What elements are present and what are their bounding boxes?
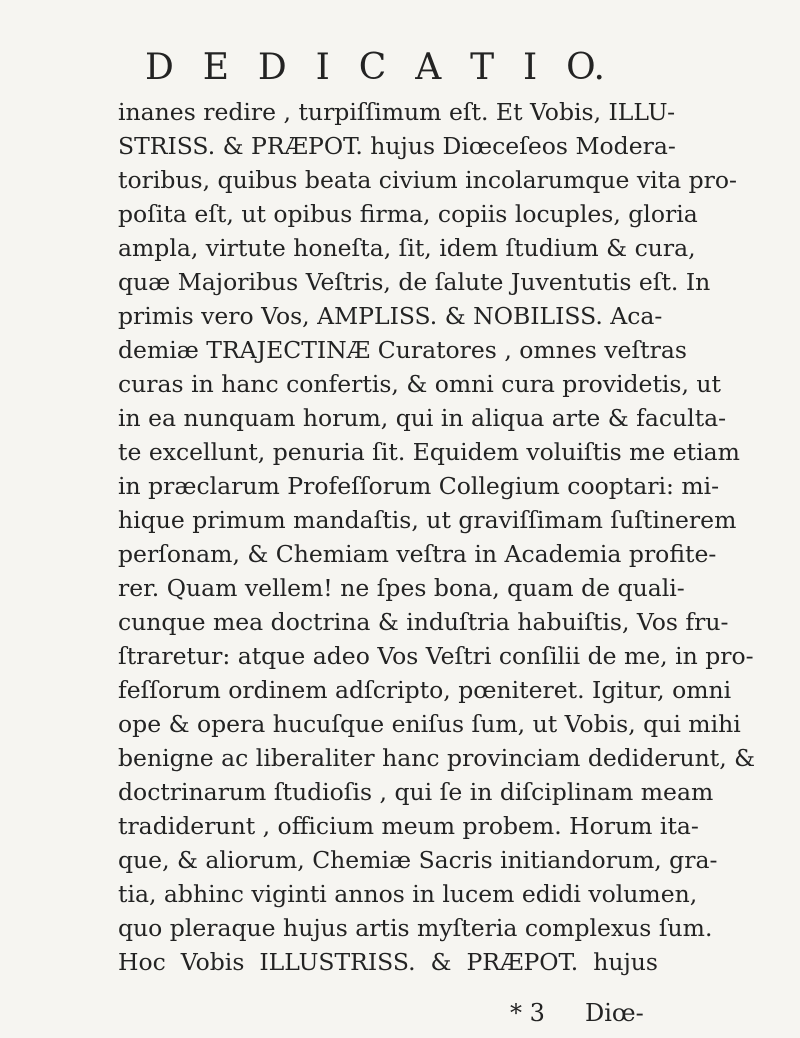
text-line: benigne ac liberaliter hanc provinciam dediderunt, & [118, 744, 756, 772]
body-text [118, 95, 756, 979]
text-line: feſſorum ordinem adſcripto, pœniteret. Igitur, omni [118, 676, 732, 704]
text-line: quo pleraque hujus artis myſteria complexus ſum. [118, 914, 713, 942]
text-line: rer. Quam vellem! ne ſpes bona, quam de quali- [118, 574, 685, 602]
running-head-letter: A [415, 47, 442, 88]
text-line: tia, abhinc viginti annos in lucem edidi volumen, [118, 880, 698, 908]
text-line: ſtraretur: atque adeo Vos Veſtri conſilii de me, in pro- [118, 642, 754, 670]
text-line: toribus, quibus beata civium incolarumque vita pro- [118, 166, 737, 194]
text-line: ope & opera hucuſque eniſus ſum, ut Vobis, qui mihi [118, 710, 741, 738]
running-head-letter: I [522, 47, 538, 88]
running-head-letter: E [202, 47, 230, 88]
text-line: ampla, virtute honeſta, ſit, idem ſtudium & cura, [118, 234, 696, 262]
text-line: doctrinarum ſtudioſis , qui ſe in diſciplinam meam [118, 778, 714, 806]
text-line: demiæ TRAJECTINÆ Curatores , omnes veſtras [118, 336, 687, 364]
text-line: in præclarum Profeſſorum Collegium cooptari: mi- [118, 472, 720, 500]
text-line: hique primum mandaſtis, ut graviſſimam ſuſtinerem [118, 506, 737, 534]
page-footer [0, 996, 800, 1030]
signature-mark: * 3 [510, 999, 545, 1027]
text-line: primis vero Vos, AMPLISS. & NOBILISS. Aca- [118, 302, 663, 330]
text-line: perſonam, & Chemiam veſtra in Academia profite- [118, 540, 717, 568]
text-line: que, & aliorum, Chemiæ Sacris initiandorum, gra- [118, 846, 718, 874]
text-line: curas in hanc confertis, & omni cura providetis, ut [118, 370, 722, 398]
running-head-letter: D [145, 47, 174, 88]
text-line: in ea nunquam horum, qui in aliqua arte & faculta- [118, 404, 727, 432]
text-line: STRISS. & PRÆPOT. hujus Diœceſeos Modera- [118, 132, 676, 160]
text-line: te excellunt, penuria ſit. Equidem voluiſtis me etiam [118, 438, 740, 466]
running-head-letter: O. [566, 47, 605, 88]
running-head-letter: T [470, 47, 495, 88]
catchword: Diœ- [585, 999, 644, 1027]
running-head-letter: D [257, 47, 287, 88]
running-head-dedicatio [145, 48, 605, 88]
text-line: quæ Majoribus Veſtris, de ſalute Juventutis eſt. In [118, 268, 711, 296]
text-line: inanes redire , turpiſſimum eſt. Et Vobis, ILLU- [118, 98, 676, 126]
running-head-letter: C [358, 47, 387, 88]
text-line: cunque mea doctrina & induſtria habuiſtis, Vos fru- [118, 608, 729, 636]
text-line: poſita eſt, ut opibus firma, copiis locuples, gloria [118, 200, 698, 228]
text-line: Hoc Vobis ILLUSTRISS. & PRÆPOT. hujus [118, 948, 658, 976]
text-line: tradiderunt , officium meum probem. Horum ita- [118, 812, 699, 840]
running-head-letter: I [315, 47, 330, 88]
